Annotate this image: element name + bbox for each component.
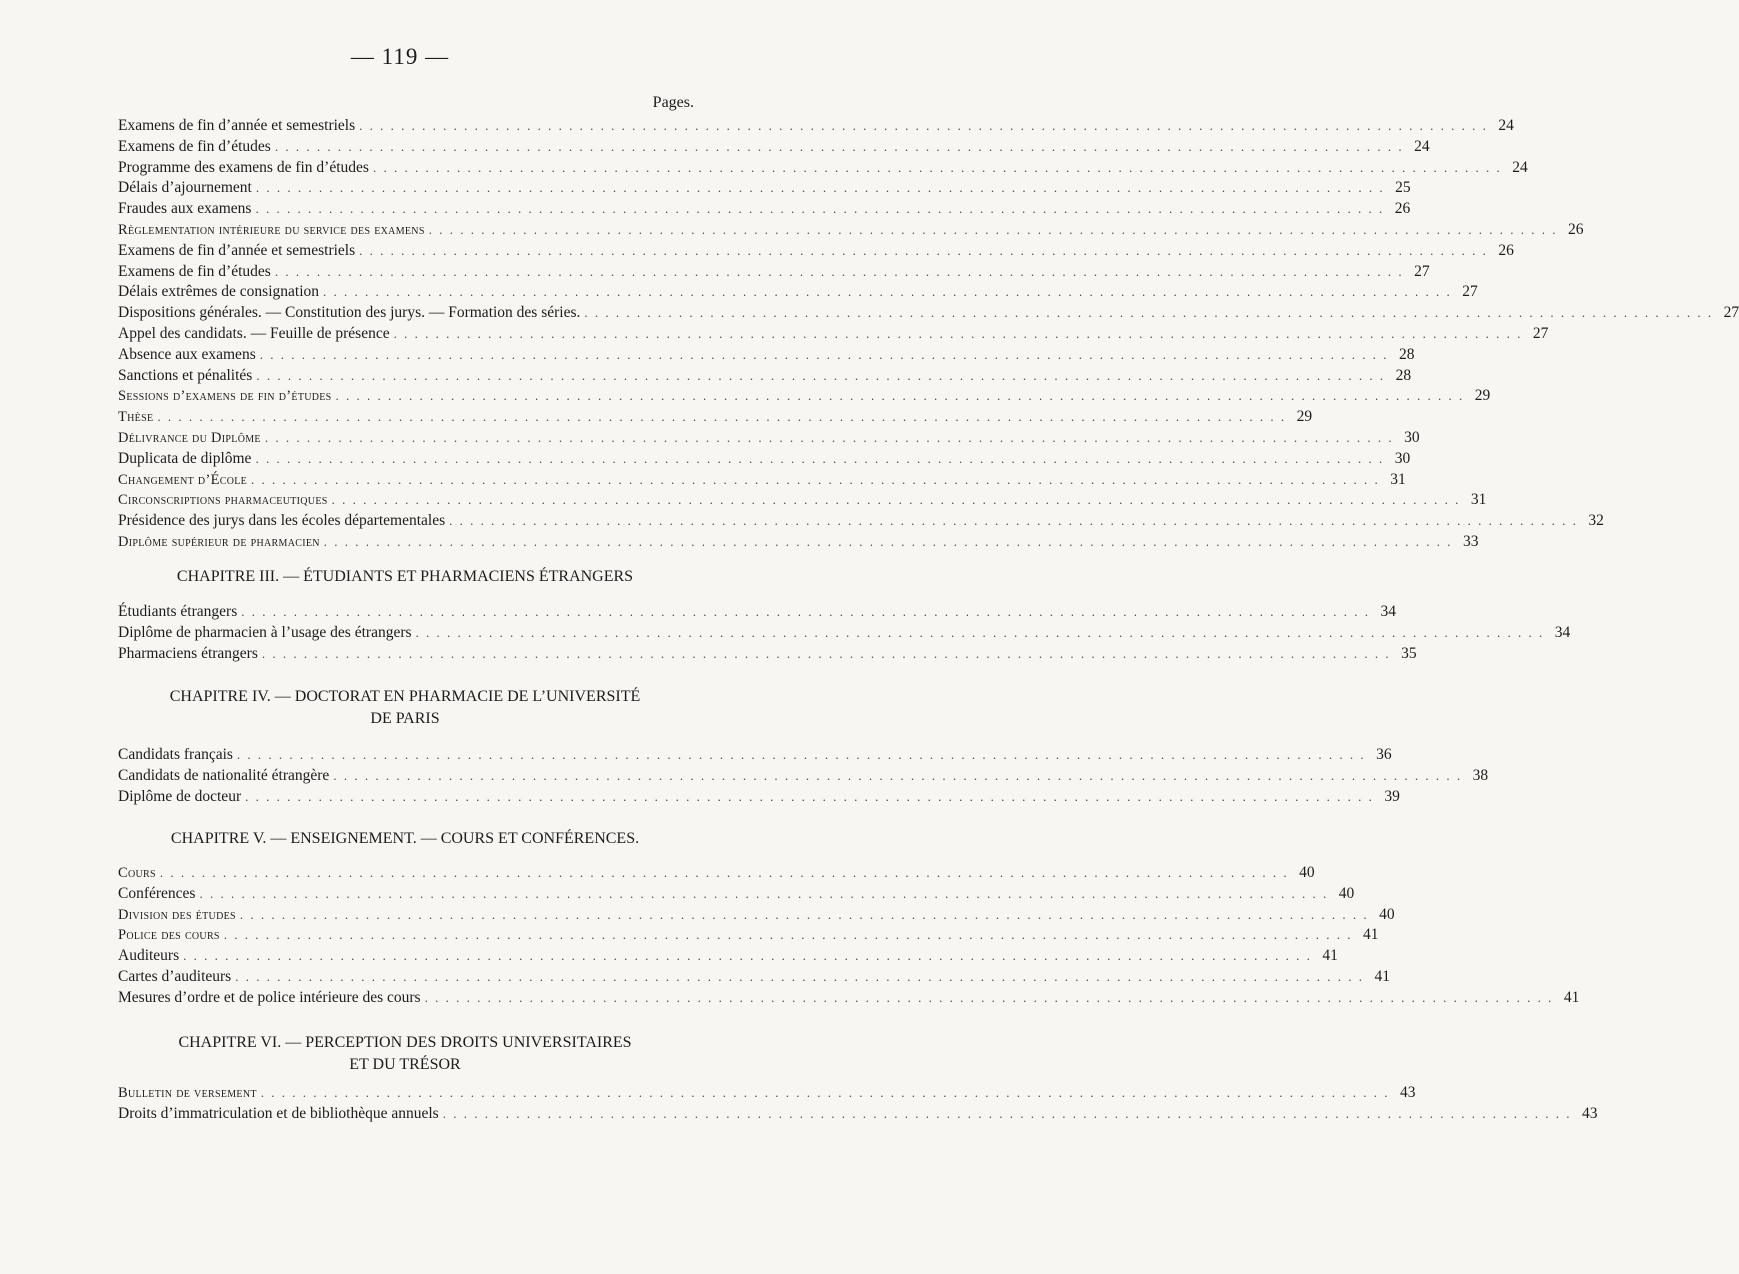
toc-entry-title: Absence aux examens bbox=[118, 345, 256, 363]
toc-entry-page: 43 bbox=[1400, 1084, 1416, 1101]
toc-entry-title: Candidats de nationalité étrangère bbox=[118, 766, 330, 784]
toc-entry-page: 30 bbox=[1404, 428, 1420, 446]
chapter-4-heading-line1: CHAPITRE IV. — DOCTORAT EN PHARMACIE DE L’UNIVERSITÉ bbox=[169, 688, 641, 705]
toc-entry-page: 24 bbox=[1414, 137, 1430, 155]
toc-entry bbox=[118, 644, 1417, 665]
leader-dots bbox=[261, 1083, 1390, 1104]
toc-entry-page: 43 bbox=[1581, 1104, 1598, 1122]
toc-entry bbox=[118, 449, 1411, 470]
toc-entry-page: 25 bbox=[1395, 179, 1411, 197]
toc-entry bbox=[118, 220, 1584, 241]
toc-entry-page: 31 bbox=[1390, 470, 1406, 488]
toc-entry-title: Appel des candidats. — Feuille de présence bbox=[118, 324, 390, 342]
toc-entry bbox=[118, 407, 1313, 428]
leader-dots bbox=[359, 241, 1488, 262]
leader-dots bbox=[251, 470, 1380, 491]
toc-entry-page: 34 bbox=[1554, 623, 1571, 641]
toc-entry-page: 27 bbox=[1414, 262, 1430, 280]
toc-entry-title: Thèse bbox=[118, 409, 154, 426]
toc-entry-page: 39 bbox=[1384, 787, 1400, 805]
toc-entry bbox=[118, 158, 1528, 179]
leader-dots bbox=[394, 324, 1523, 345]
toc-entry-title: Examens de fin d’année et semestriels bbox=[118, 117, 356, 134]
toc-entry-page: 27 bbox=[1532, 324, 1549, 342]
toc-entry-page: 29 bbox=[1474, 387, 1491, 405]
toc-entry bbox=[118, 345, 1415, 366]
toc-entry-page: 28 bbox=[1398, 345, 1415, 363]
toc-entry-page: 30 bbox=[1394, 449, 1411, 467]
leader-dots bbox=[275, 262, 1404, 283]
toc-entry bbox=[118, 490, 1487, 511]
toc-entry-page: 34 bbox=[1380, 603, 1396, 620]
leader-dots bbox=[332, 490, 1461, 511]
toc-entry-page: 36 bbox=[1376, 746, 1392, 763]
toc-entry bbox=[118, 199, 1411, 220]
chapter-5-heading: CHAPITRE V. — ENSEIGNEMENT. — COURS ET CONFÉRENCES. bbox=[170, 830, 640, 847]
toc-entry bbox=[118, 623, 1571, 644]
toc-entry-page: 26 bbox=[1567, 220, 1584, 238]
toc-entry bbox=[118, 787, 1400, 808]
toc-entry-title: Candidats français bbox=[118, 746, 233, 763]
toc-entry-title: Délivrance du Diplôme bbox=[118, 429, 261, 446]
toc-entry bbox=[118, 116, 1514, 137]
toc-entry-title: Circonscriptions pharmaceutiques bbox=[118, 492, 328, 509]
toc-entry-page: 27 bbox=[1462, 283, 1478, 301]
toc-entry-title: Conférences bbox=[118, 884, 196, 902]
toc-entry bbox=[118, 303, 1739, 324]
leader-dots bbox=[237, 745, 1366, 766]
toc-entry bbox=[118, 137, 1430, 158]
toc-entry bbox=[118, 905, 1395, 926]
leader-dots bbox=[373, 158, 1502, 179]
toc-entry-page: 40 bbox=[1379, 905, 1395, 923]
toc-entry bbox=[118, 532, 1479, 553]
leader-dots bbox=[449, 511, 1578, 532]
leader-dots bbox=[275, 137, 1404, 158]
toc-entry-title: Délais d’ajournement bbox=[118, 179, 252, 197]
leader-dots bbox=[157, 407, 1286, 428]
toc-entry bbox=[118, 262, 1430, 283]
toc-entry-title: Règlementation intérieure du service des examens bbox=[118, 221, 425, 238]
chapter-6-heading bbox=[110, 1032, 700, 1076]
toc-entry-title: Programme des examens de fin d’études bbox=[118, 158, 369, 176]
leader-dots bbox=[240, 905, 1369, 926]
toc-entry-title: Mesures d’ordre et de police intérieure des cours bbox=[118, 988, 421, 1006]
leader-dots bbox=[429, 220, 1558, 241]
toc-entry bbox=[118, 386, 1491, 407]
toc-entry-title: Bulletin de versement bbox=[118, 1085, 257, 1101]
toc-entry-title: Cours bbox=[118, 865, 156, 881]
toc-entry-page: 41 bbox=[1363, 926, 1379, 944]
toc-entry-title: Présidence des jurys dans les écoles départementales bbox=[118, 512, 446, 530]
leader-dots bbox=[245, 787, 1374, 808]
toc-entry-title: Division des études bbox=[118, 906, 236, 923]
chapter-6-heading-line1: CHAPITRE VI. — PERCEPTION DES DROITS UNIVERSITAIRES bbox=[178, 1034, 632, 1051]
toc-entry-title: Sanctions et pénalités bbox=[118, 366, 253, 384]
toc-entry bbox=[118, 988, 1580, 1009]
leader-dots bbox=[160, 863, 1289, 884]
toc-entry-title: Examens de fin d’études bbox=[118, 137, 271, 155]
toc-entry-page: 35 bbox=[1401, 644, 1417, 662]
toc-entry-page: 27 bbox=[1723, 304, 1739, 322]
toc-chapter-6 bbox=[118, 1083, 1598, 1125]
toc-entry-page: 41 bbox=[1322, 947, 1338, 965]
toc-entry-title: Diplôme de docteur bbox=[118, 787, 242, 805]
toc-entry-page: 26 bbox=[1394, 200, 1411, 218]
toc-entry-title: Pharmaciens étrangers bbox=[118, 644, 258, 662]
leader-dots bbox=[336, 386, 1465, 407]
toc-entry bbox=[118, 470, 1406, 491]
toc-entry-title: Dispositions générales. — Constitution des jurys. — Formation des séries. bbox=[118, 304, 581, 322]
page-number: — 119 — bbox=[350, 44, 450, 69]
leader-dots bbox=[324, 532, 1453, 553]
toc-entry-title: Diplôme de pharmacien à l’usage des étrangers bbox=[118, 623, 412, 641]
toc-entry-title: Cartes d’auditeurs bbox=[118, 967, 232, 985]
toc-entry bbox=[118, 324, 1549, 345]
toc-entry bbox=[118, 428, 1420, 449]
leader-dots bbox=[199, 884, 1328, 905]
toc-entry bbox=[118, 863, 1315, 884]
toc-entry-page: 31 bbox=[1470, 491, 1487, 509]
toc-entry-page: 40 bbox=[1299, 864, 1315, 881]
leader-dots bbox=[255, 199, 1384, 220]
toc-entry-title: Droits d’immatriculation et de bibliothèque annuels bbox=[118, 1104, 439, 1122]
toc-entry-page: 40 bbox=[1338, 884, 1355, 902]
toc-entry bbox=[118, 241, 1514, 262]
leader-dots bbox=[255, 449, 1384, 470]
leader-dots bbox=[443, 1104, 1572, 1125]
toc-entry-page: 29 bbox=[1296, 408, 1313, 426]
toc-entry-title: Délais extrêmes de consignation bbox=[118, 283, 320, 301]
leader-dots bbox=[323, 282, 1452, 303]
pages-column-label: Pages. bbox=[652, 94, 694, 111]
leader-dots bbox=[260, 345, 1389, 366]
toc-entry-title: Sessions d’examens de fin d’études bbox=[118, 388, 332, 405]
leader-dots bbox=[265, 428, 1394, 449]
toc-entry-title: Diplôme supérieur de pharmacien bbox=[118, 533, 320, 550]
toc-entry bbox=[118, 745, 1392, 766]
leader-dots bbox=[425, 988, 1554, 1009]
chapter-4-heading-line2: DE PARIS bbox=[370, 710, 440, 727]
toc-entry-title: Changement d’École bbox=[118, 471, 248, 488]
toc-section-examens bbox=[118, 116, 1739, 553]
toc-entry bbox=[118, 178, 1411, 199]
toc-entry-title: Fraudes aux examens bbox=[118, 200, 252, 218]
toc-entry bbox=[118, 884, 1355, 905]
toc-entry-title: Examens de fin d’année et semestriels bbox=[118, 241, 356, 259]
toc-entry-page: 28 bbox=[1395, 366, 1412, 384]
toc-entry-title: Étudiants étrangers bbox=[118, 603, 238, 620]
leader-dots bbox=[256, 366, 1385, 387]
toc-entry-page: 24 bbox=[1512, 158, 1528, 176]
leader-dots bbox=[333, 766, 1462, 787]
toc-entry bbox=[118, 282, 1478, 303]
leader-dots bbox=[183, 946, 1312, 967]
toc-chapter-3 bbox=[118, 602, 1571, 664]
toc-entry-page: 41 bbox=[1563, 988, 1580, 1006]
leader-dots bbox=[235, 967, 1364, 988]
chapter-6-heading-line2: ET DU TRÉSOR bbox=[349, 1056, 461, 1073]
toc-entry-title: Duplicata de diplôme bbox=[118, 449, 252, 467]
toc-entry bbox=[118, 766, 1489, 787]
toc-entry bbox=[118, 366, 1412, 387]
toc-entry-title: Auditeurs bbox=[118, 947, 180, 965]
toc-entry-page: 24 bbox=[1498, 117, 1514, 134]
leader-dots bbox=[256, 178, 1385, 199]
leader-dots bbox=[241, 602, 1370, 623]
chapter-3-heading: CHAPITRE III. — ÉTUDIANTS ET PHARMACIENS ÉTRANGERS bbox=[176, 568, 634, 585]
toc-entry-page: 32 bbox=[1588, 512, 1604, 530]
leader-dots bbox=[584, 303, 1713, 324]
toc-entry bbox=[118, 511, 1604, 532]
toc-entry-page: 26 bbox=[1498, 241, 1514, 259]
chapter-4-heading bbox=[110, 686, 700, 730]
toc-entry bbox=[118, 925, 1379, 946]
toc-entry bbox=[118, 967, 1390, 988]
toc-entry-page: 41 bbox=[1374, 967, 1390, 985]
toc-entry bbox=[118, 946, 1338, 967]
leader-dots bbox=[416, 623, 1545, 644]
toc-entry-page: 33 bbox=[1463, 532, 1479, 550]
toc-entry-title: Examens de fin d’études bbox=[118, 262, 271, 280]
toc-entry-page: 38 bbox=[1472, 766, 1489, 784]
toc-entry bbox=[118, 1104, 1598, 1125]
leader-dots bbox=[224, 925, 1353, 946]
toc-entry bbox=[118, 602, 1396, 623]
toc-entry-title: Police des cours bbox=[118, 927, 220, 944]
leader-dots bbox=[262, 644, 1391, 665]
toc-entry bbox=[118, 1083, 1416, 1104]
leader-dots bbox=[359, 116, 1488, 137]
toc-chapter-5 bbox=[118, 863, 1580, 1009]
toc-chapter-4 bbox=[118, 745, 1489, 807]
